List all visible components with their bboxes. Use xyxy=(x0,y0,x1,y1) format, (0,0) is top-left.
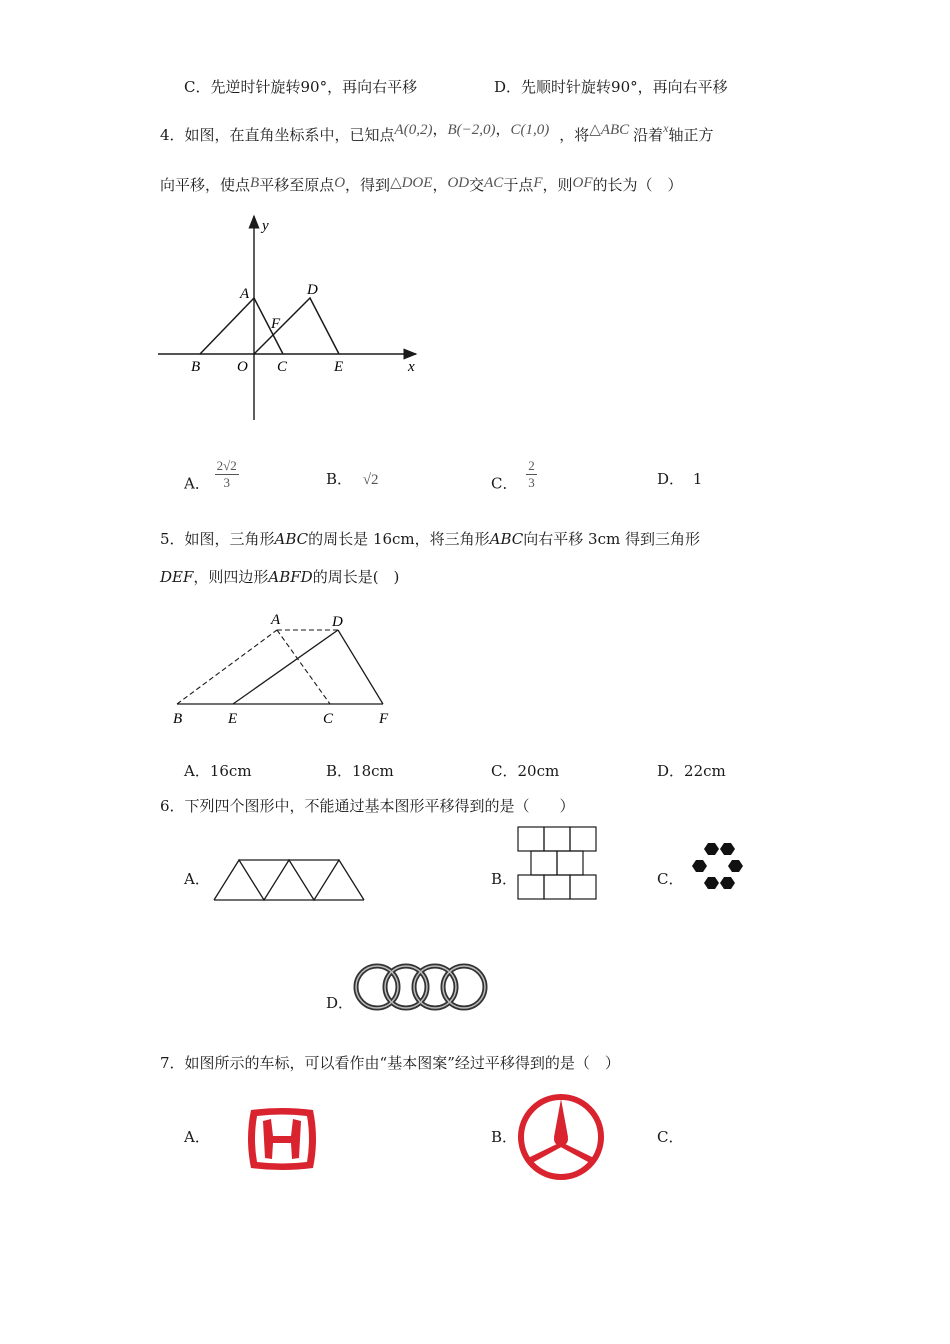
q4-text: ，将 xyxy=(559,126,590,144)
triangle-abc-ref: ABC xyxy=(274,530,309,548)
q4-line2 xyxy=(160,174,683,195)
brick xyxy=(531,851,557,875)
q4-coordinate-figure xyxy=(150,210,430,430)
option-label: A． xyxy=(184,474,210,493)
q5-option-d[interactable]: D．22cm xyxy=(657,762,726,780)
triangle-def-ref: DEF xyxy=(160,568,194,586)
label-f: F xyxy=(271,316,281,332)
numerator: 2 xyxy=(528,458,535,473)
q4-text: 于点 xyxy=(503,176,534,194)
segment-ab xyxy=(177,630,277,704)
triangle-doe: △DOE xyxy=(390,175,433,191)
q5-text: 的周长是( ) xyxy=(312,568,400,586)
label-c: C xyxy=(323,711,334,727)
q4-line1 xyxy=(160,120,714,145)
brick xyxy=(570,827,596,851)
q3-option-c[interactable]: C．先逆时针旋转90°，再向右平移 xyxy=(184,78,418,96)
q4-text: 沿着 xyxy=(633,126,664,144)
q5-option-a[interactable]: A．16cm xyxy=(184,762,252,780)
q5-option-c[interactable]: C．20cm xyxy=(491,762,560,780)
q7-option-c-label[interactable]: C． xyxy=(657,1128,684,1146)
mercedes-logo[interactable] xyxy=(516,1092,606,1182)
triangle-abc-ref: ABC xyxy=(489,530,524,548)
fraction xyxy=(215,458,239,491)
denominator: 3 xyxy=(528,475,535,490)
point-f-ref: F xyxy=(533,175,543,191)
option-label: D． xyxy=(657,470,685,488)
q3-option-d[interactable]: D．先顺时针旋转90°，再向右平移 xyxy=(494,78,728,96)
q5-text: ，则四边形 xyxy=(193,568,269,586)
q6-triangles-figure[interactable] xyxy=(210,855,368,905)
label-e: E xyxy=(228,711,238,727)
point-b-ref: B xyxy=(250,175,260,191)
q6-option-c-label[interactable]: C． xyxy=(657,870,684,888)
q5-line2 xyxy=(160,566,399,587)
q5-text: 向右平移 3cm 得到三角形 xyxy=(523,530,700,548)
label-b: B xyxy=(191,359,201,375)
triangle-abc: △ABC xyxy=(589,122,630,138)
label-b: B xyxy=(173,711,183,727)
q4-text: 平移至原点 xyxy=(259,176,335,194)
quad-abfd-ref: ABFD xyxy=(268,568,313,586)
brick xyxy=(557,851,583,875)
q5-line1 xyxy=(160,528,700,549)
brick xyxy=(570,875,596,899)
q5-translation-figure xyxy=(165,606,405,730)
q4-option-d[interactable] xyxy=(657,468,702,489)
q4-text: 交 xyxy=(469,176,485,194)
triangle-doe-shape xyxy=(254,298,339,354)
label-d: D xyxy=(307,282,318,298)
q6-bricks-figure[interactable] xyxy=(516,825,600,903)
brick xyxy=(518,827,544,851)
q5-option-b[interactable]: B．18cm xyxy=(326,762,394,780)
q7-option-a-label[interactable]: A． xyxy=(184,1128,210,1146)
label-o: O xyxy=(237,359,248,375)
point-c: C(1,0) xyxy=(510,122,550,138)
segment-df xyxy=(338,630,383,704)
brick xyxy=(544,875,570,899)
q4-option-a[interactable] xyxy=(184,458,239,501)
label-f: F xyxy=(379,711,389,727)
ring-highlights xyxy=(356,966,485,1008)
option-label: C． xyxy=(491,474,518,493)
q4-text: 向平移，使点 xyxy=(160,176,251,194)
triangle-zigzag xyxy=(214,860,364,900)
q6-hexagon-ring-figure[interactable] xyxy=(684,840,752,902)
segment-ac: AC xyxy=(484,175,504,191)
brick xyxy=(518,875,544,899)
point-a: A(0,2) xyxy=(394,122,433,138)
numerator: 2√2 xyxy=(216,458,237,473)
logo-center xyxy=(554,1132,568,1146)
q4-text: ，则 xyxy=(542,176,573,194)
segment-od: OD xyxy=(447,175,470,191)
honda-logo[interactable] xyxy=(243,1106,321,1172)
fraction xyxy=(526,458,537,491)
label-y: y xyxy=(262,218,269,234)
axis-x: x xyxy=(663,121,669,135)
q4-text: 的长为（ ） xyxy=(592,176,683,194)
q4-text: 轴正方 xyxy=(668,126,714,144)
q4-text: ， xyxy=(432,120,448,138)
label-x: x xyxy=(408,359,415,375)
q4-text: ， xyxy=(432,176,448,194)
option-label: B． xyxy=(326,470,353,488)
option-value: 1 xyxy=(692,470,703,488)
q6-rings-figure[interactable] xyxy=(350,958,492,1018)
q6-option-a-label[interactable]: A． xyxy=(184,870,210,888)
label-d: D xyxy=(332,614,343,630)
denominator: 3 xyxy=(223,475,230,490)
q4-option-b[interactable] xyxy=(326,468,379,489)
q5-text: 的周长是 16cm，将三角形 xyxy=(308,530,490,548)
segment-of: OF xyxy=(572,175,593,191)
origin-ref: O xyxy=(334,175,346,191)
q4-text: ， xyxy=(495,120,511,138)
label-e: E xyxy=(334,359,344,375)
q7-question: 7．如图所示的车标，可以看作由“基本图案”经过平移得到的是（ ） xyxy=(160,1054,620,1072)
label-a: A xyxy=(271,612,281,628)
brick xyxy=(544,827,570,851)
segment-de xyxy=(233,630,338,704)
q6-question: 6．下列四个图形中，不能通过基本图形平移得到的是（ ） xyxy=(160,797,575,815)
q4-option-c[interactable] xyxy=(491,458,537,501)
q4-text: ，得到 xyxy=(345,176,391,194)
q6-option-d-label[interactable]: D． xyxy=(326,994,354,1012)
label-a: A xyxy=(240,286,250,302)
option-value: √2 xyxy=(362,472,379,488)
q6-option-b-label[interactable]: B． xyxy=(491,870,518,888)
q5-text: 5．如图，三角形 xyxy=(160,530,275,548)
hexagon-ring xyxy=(692,843,743,889)
q4-text: 4．如图，在直角坐标系中，已知点 xyxy=(160,126,395,144)
label-c: C xyxy=(277,359,288,375)
point-b: B(−2,0) xyxy=(447,122,496,138)
q7-option-b-label[interactable]: B． xyxy=(491,1128,518,1146)
